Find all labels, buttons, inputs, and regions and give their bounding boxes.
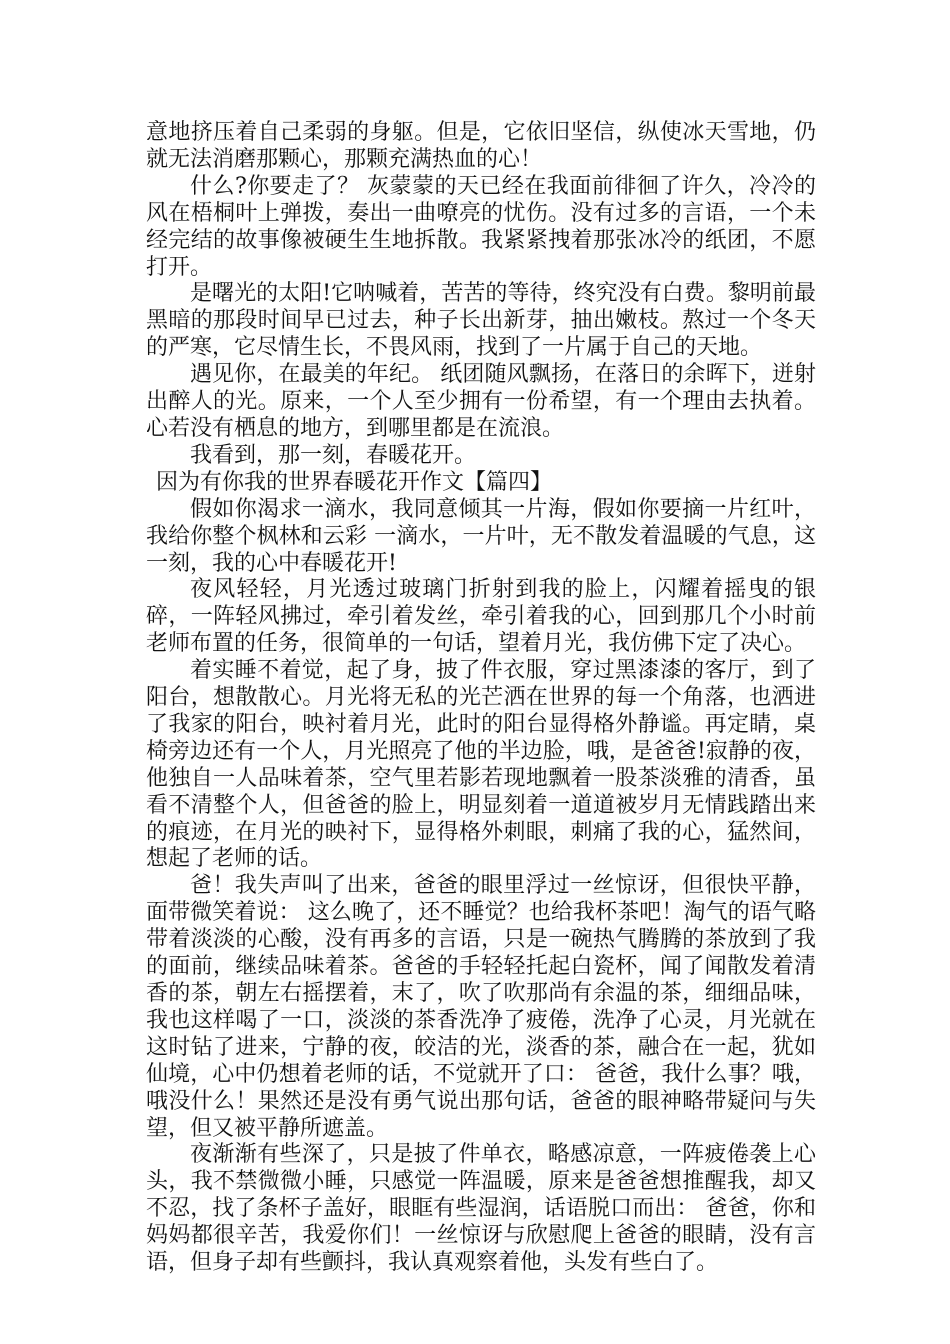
paragraph: 夜风轻轻，月光透过玻璃门折射到我的脸上，闪耀着摇曳的银碎，一阵轻风拂过，牵引着发丝，牵引着我的心，回到那几个小时前老师布置的任务，很简单的一句话，望着月光，我仿佛下定了决心。 [146,577,816,657]
paragraph: 夜渐渐有些深了，只是披了件单衣，略感凉意，一阵疲倦袭上心头，我不禁微微小睡，只感觉一阵温暖，原来是爸爸想推醒我，却又不忍，找了条杯子盖好，眼眶有些湿润，话语脱口而出： 爸爸，你和妈妈都很辛苦，我爱你们！一丝惊讶与欣慰爬上爸爸的眼睛，没有言语，但身子却有些颤抖，我认真观察着他，头发有些白了。 [146,1142,816,1276]
paragraph: 什么?你要走了？ 灰蒙蒙的天已经在我面前徘徊了许久，冷冷的风在梧桐叶上弹拨，奏出一曲嘹亮的忧伤。没有过多的言语，一个未经完结的故事像被硬生生地拆散。我紧紧拽着那张冰冷的纸团，不愿打开。 [146,173,816,280]
paragraph: 我看到，那一刻，春暖花开。 [190,442,477,468]
document-page [146,120,816,1277]
paragraph: 着实睡不着觉，起了身，披了件衣服，穿过黑漆漆的客厅，到了阳台，想散散心。月光将无私的光芒洒在世界的每一个角落，也洒进了我家的阳台，映衬着月光，此时的阳台显得格外静谧。再定睛，桌椅旁边还有一个人，月光照亮了他的半边脸，哦，是爸爸!寂静的夜，他独自一人品味着茶，空气里若影若现地飘着一股茶淡雅的清香，虽看不清整个人，但爸爸的脸上，明显刻着一道道被岁月无情践踏出来的痕迹，在月光的映衬下，显得格外刺眼，刺痛了我的心，猛然间，想起了老师的话。 [146,658,816,872]
paragraph: 意地挤压着自己柔弱的身躯。但是，它依旧坚信，纵使冰天雪地，仍就无法消磨那颗心，那颗充满热血的心！ [146,120,816,172]
paragraph: 爸！我失声叫了出来，爸爸的眼里浮过一丝惊讶，但很快平静，面带微笑着说： 这么晚了，还不睡觉？也给我杯茶吧！淘气的语气略带着淡淡的心酸，没有再多的言语，只是一碗热气腾腾的茶放到了我的面前，继续品味着茶。爸爸的手轻轻托起白瓷杯，闻了闻散发着清香的茶，朝左右摇摆着，末了，吹了吹那尚有余温的茶，细细品味，我也这样喝了一口，淡淡的茶香洗净了疲倦，洗净了心灵，月光就在这时钻了进来，宁静的夜，皎洁的光，淡香的茶，融合在一起，犹如仙境，心中仍想着老师的话，不觉就开了口： 爸爸，我什么事？哦，哦没什么！果然还是没有勇气说出那句话，爸爸的眼神略带疑问与失望，但又被平静所遮盖。 [146,873,816,1141]
section-heading: 因为有你我的世界春暖花开作文【篇四】 [156,469,553,495]
paragraph: 是曙光的太阳!它呐喊着，苦苦的等待，终究没有白费。黎明前最黑暗的那段时间早已过去，种子长出新芽，抽出嫩枝。熬过一个冬天的严寒，它尽情生长，不畏风雨，找到了一片属于自己的天地。 [146,281,816,361]
paragraph: 遇见你，在最美的年纪。 纸团随风飘扬，在落日的余晖下，迸射出醉人的光。原来，一个人至少拥有一份希望，有一个理由去执着。心若没有栖息的地方，到哪里都是在流浪。 [146,362,816,441]
paragraph: 假如你渴求一滴水，我同意倾其一片海，假如你要摘一片红叶，我给你整个枫林和云彩 一滴水，一片叶，无不散发着温暖的气息，这一刻，我的心中春暖花开! [146,496,816,576]
